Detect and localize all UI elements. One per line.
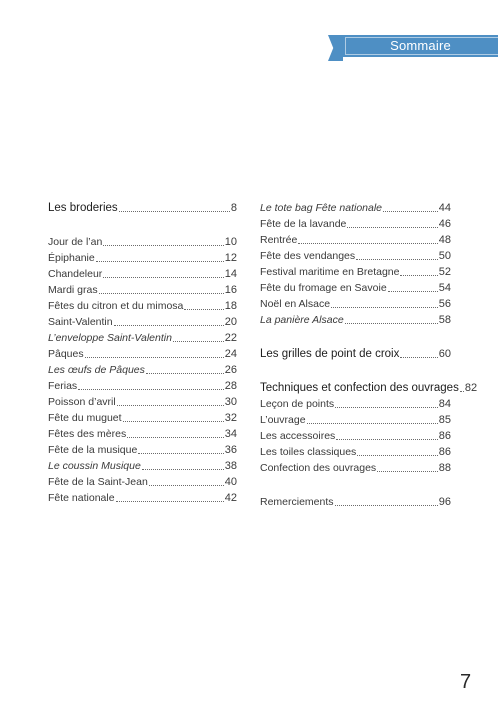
section-title: Sommaire [390, 38, 451, 53]
dot-leader [78, 389, 224, 390]
toc-entry-page: 22 [224, 332, 237, 344]
toc-entry-page: 32 [224, 412, 237, 424]
toc-entry-title: Fête du muguet [48, 412, 122, 424]
toc-entry-page: 34 [224, 428, 237, 440]
toc-entry [48, 426, 237, 442]
dot-leader [142, 469, 224, 470]
toc-entry [48, 346, 237, 362]
toc-entry-page: 14 [224, 268, 237, 280]
toc-entry-title: Saint-Valentin [48, 316, 113, 328]
toc-entry-title: Les grilles de point de croix [260, 348, 400, 360]
toc-entry [260, 444, 451, 460]
dot-leader [173, 341, 224, 342]
toc-entry-title: Fête du fromage en Savoie [260, 282, 387, 294]
toc-entry-title: Fêtes du citron et du mimosa [48, 300, 184, 312]
toc-entry [260, 428, 451, 444]
toc-entry-title: Noël en Alsace [260, 298, 331, 310]
toc-entry-title: La panière Alsace [260, 314, 344, 326]
toc-entry-page: 16 [224, 284, 237, 296]
toc-entry [260, 216, 451, 232]
ribbon-tail [328, 35, 343, 61]
dot-leader [347, 227, 437, 228]
dot-leader [400, 357, 437, 358]
toc-entry [48, 314, 237, 330]
toc-spacer [260, 476, 451, 494]
toc-entry-page: 50 [438, 250, 451, 262]
dot-leader [103, 277, 223, 278]
toc-entry-page: 85 [438, 414, 451, 426]
toc-entry-page: 30 [224, 396, 237, 408]
toc-entry-title: Épiphanie [48, 252, 95, 264]
dot-leader [335, 407, 438, 408]
toc-entry-title: Fête des vendanges [260, 250, 356, 262]
toc-entry-page: 18 [224, 300, 237, 312]
toc-entry-title: Remerciements [260, 496, 334, 508]
toc-entry-page: 46 [438, 218, 451, 230]
toc-entry-page: 36 [224, 444, 237, 456]
toc-entry [48, 490, 237, 506]
dot-leader [117, 405, 224, 406]
toc-entry [260, 296, 451, 312]
toc-entry-page: 20 [224, 316, 237, 328]
toc-spacer [48, 216, 237, 234]
toc-entry-title: Jour de l’an [48, 236, 103, 248]
toc-entry [48, 442, 237, 458]
dot-leader [103, 245, 223, 246]
toc-entry-page: 48 [438, 234, 451, 246]
toc-entry [260, 312, 451, 328]
toc-entry-page: 96 [438, 496, 451, 508]
toc-entry-page: 82 [464, 382, 478, 394]
toc-entry-title: Ferias [48, 380, 78, 392]
toc-entry-page: 26 [224, 364, 237, 376]
toc-entry [48, 250, 237, 266]
dot-leader [377, 471, 438, 472]
toc-entry-page: 58 [438, 314, 451, 326]
toc-entry-page: 40 [224, 476, 237, 488]
toc-entry-page: 24 [224, 348, 237, 360]
toc-entry [260, 200, 451, 216]
dot-leader [298, 243, 437, 244]
toc-entry [48, 378, 237, 394]
toc-entry-title: L’enveloppe Saint-Valentin [48, 332, 172, 344]
dot-leader [184, 309, 223, 310]
toc-entry [48, 266, 237, 282]
dot-leader [116, 501, 224, 502]
toc-entry-page: 86 [438, 430, 451, 442]
toc-entry [260, 248, 451, 264]
dot-leader [336, 439, 437, 440]
toc-entry-page: 28 [224, 380, 237, 392]
toc-entry-title: Rentrée [260, 234, 298, 246]
toc-entry-page: 54 [438, 282, 451, 294]
toc-entry [48, 410, 237, 426]
toc-entry [48, 362, 237, 378]
dot-leader [388, 291, 438, 292]
dot-leader [99, 293, 224, 294]
toc-entry-page: 52 [438, 266, 451, 278]
toc-entry-title: Les toiles classiques [260, 446, 357, 458]
dot-leader [146, 373, 224, 374]
toc-entry-title: Mardi gras [48, 284, 98, 296]
toc-entry-title: Fête de la Saint-Jean [48, 476, 148, 488]
toc-entry [260, 460, 451, 476]
toc-entry-title: L’ouvrage [260, 414, 306, 426]
toc-entry-title: Poisson d’avril [48, 396, 116, 408]
toc-entry-title: Les accessoires [260, 430, 336, 442]
toc-entry [48, 458, 237, 474]
dot-leader [383, 211, 438, 212]
toc-entry-title: Leçon de points [260, 398, 335, 410]
toc-entry [260, 494, 451, 510]
dot-leader [356, 259, 438, 260]
toc-entry [260, 380, 478, 396]
toc-entry [48, 200, 237, 216]
page-number: 7 [460, 671, 472, 693]
dot-leader [149, 485, 224, 486]
toc-entry-title: Le coussin Musique [48, 460, 141, 472]
toc-left-column [48, 200, 237, 506]
toc-entry-page: 56 [438, 298, 451, 310]
toc-entry-title: Les œufs de Pâques [48, 364, 145, 376]
toc-entry-page: 12 [224, 252, 237, 264]
toc-entry-page: 38 [224, 460, 237, 472]
dot-leader [138, 453, 223, 454]
toc-entry-page: 10 [224, 236, 237, 248]
toc-entry [48, 298, 237, 314]
toc-entry-page: 88 [438, 462, 451, 474]
toc-entry-page: 8 [230, 202, 237, 214]
dot-leader [96, 261, 224, 262]
dot-leader [123, 421, 224, 422]
dot-leader [119, 211, 230, 212]
toc-entry [260, 396, 451, 412]
toc-right-column [260, 200, 478, 510]
dot-leader [400, 275, 437, 276]
toc-entry [260, 346, 451, 362]
toc-entry [48, 394, 237, 410]
dot-leader [345, 323, 438, 324]
toc-entry [260, 264, 451, 280]
toc-entry [260, 412, 451, 428]
toc-entry-title: Chandeleur [48, 268, 103, 280]
toc-entry-title: Confection des ouvrages [260, 462, 377, 474]
toc-entry-title: Fête de la musique [48, 444, 138, 456]
toc-entry-page: 84 [438, 398, 451, 410]
toc-entry-title: Pâques [48, 348, 84, 360]
toc-entry [48, 330, 237, 346]
toc-entry-page: 44 [438, 202, 451, 214]
toc-entry-title: Fête de la lavande [260, 218, 347, 230]
toc-entry [260, 280, 451, 296]
toc-entry [48, 282, 237, 298]
toc-entry-title: Les broderies [48, 202, 118, 214]
dot-leader [114, 325, 224, 326]
toc-entry-page: 60 [438, 348, 451, 360]
toc-entry-title: Festival maritime en Bretagne [260, 266, 400, 278]
dot-leader [357, 455, 437, 456]
toc-spacer [260, 328, 451, 346]
dot-leader [460, 391, 464, 392]
dot-leader [331, 307, 438, 308]
dot-leader [307, 423, 438, 424]
toc-entry-title: Techniques et confection des ouvrages [260, 382, 459, 394]
toc-entry-page: 42 [224, 492, 237, 504]
dot-leader [127, 437, 224, 438]
toc-entry [48, 474, 237, 490]
toc-entry [260, 232, 451, 248]
toc-entry [48, 234, 237, 250]
toc-entry-title: Le tote bag Fête nationale [260, 202, 383, 214]
toc-entry-title: Fête nationale [48, 492, 115, 504]
toc-entry-title: Fêtes des mères [48, 428, 127, 440]
dot-leader [85, 357, 224, 358]
dot-leader [335, 505, 438, 506]
toc-spacer [260, 362, 451, 380]
toc-entry-page: 86 [438, 446, 451, 458]
